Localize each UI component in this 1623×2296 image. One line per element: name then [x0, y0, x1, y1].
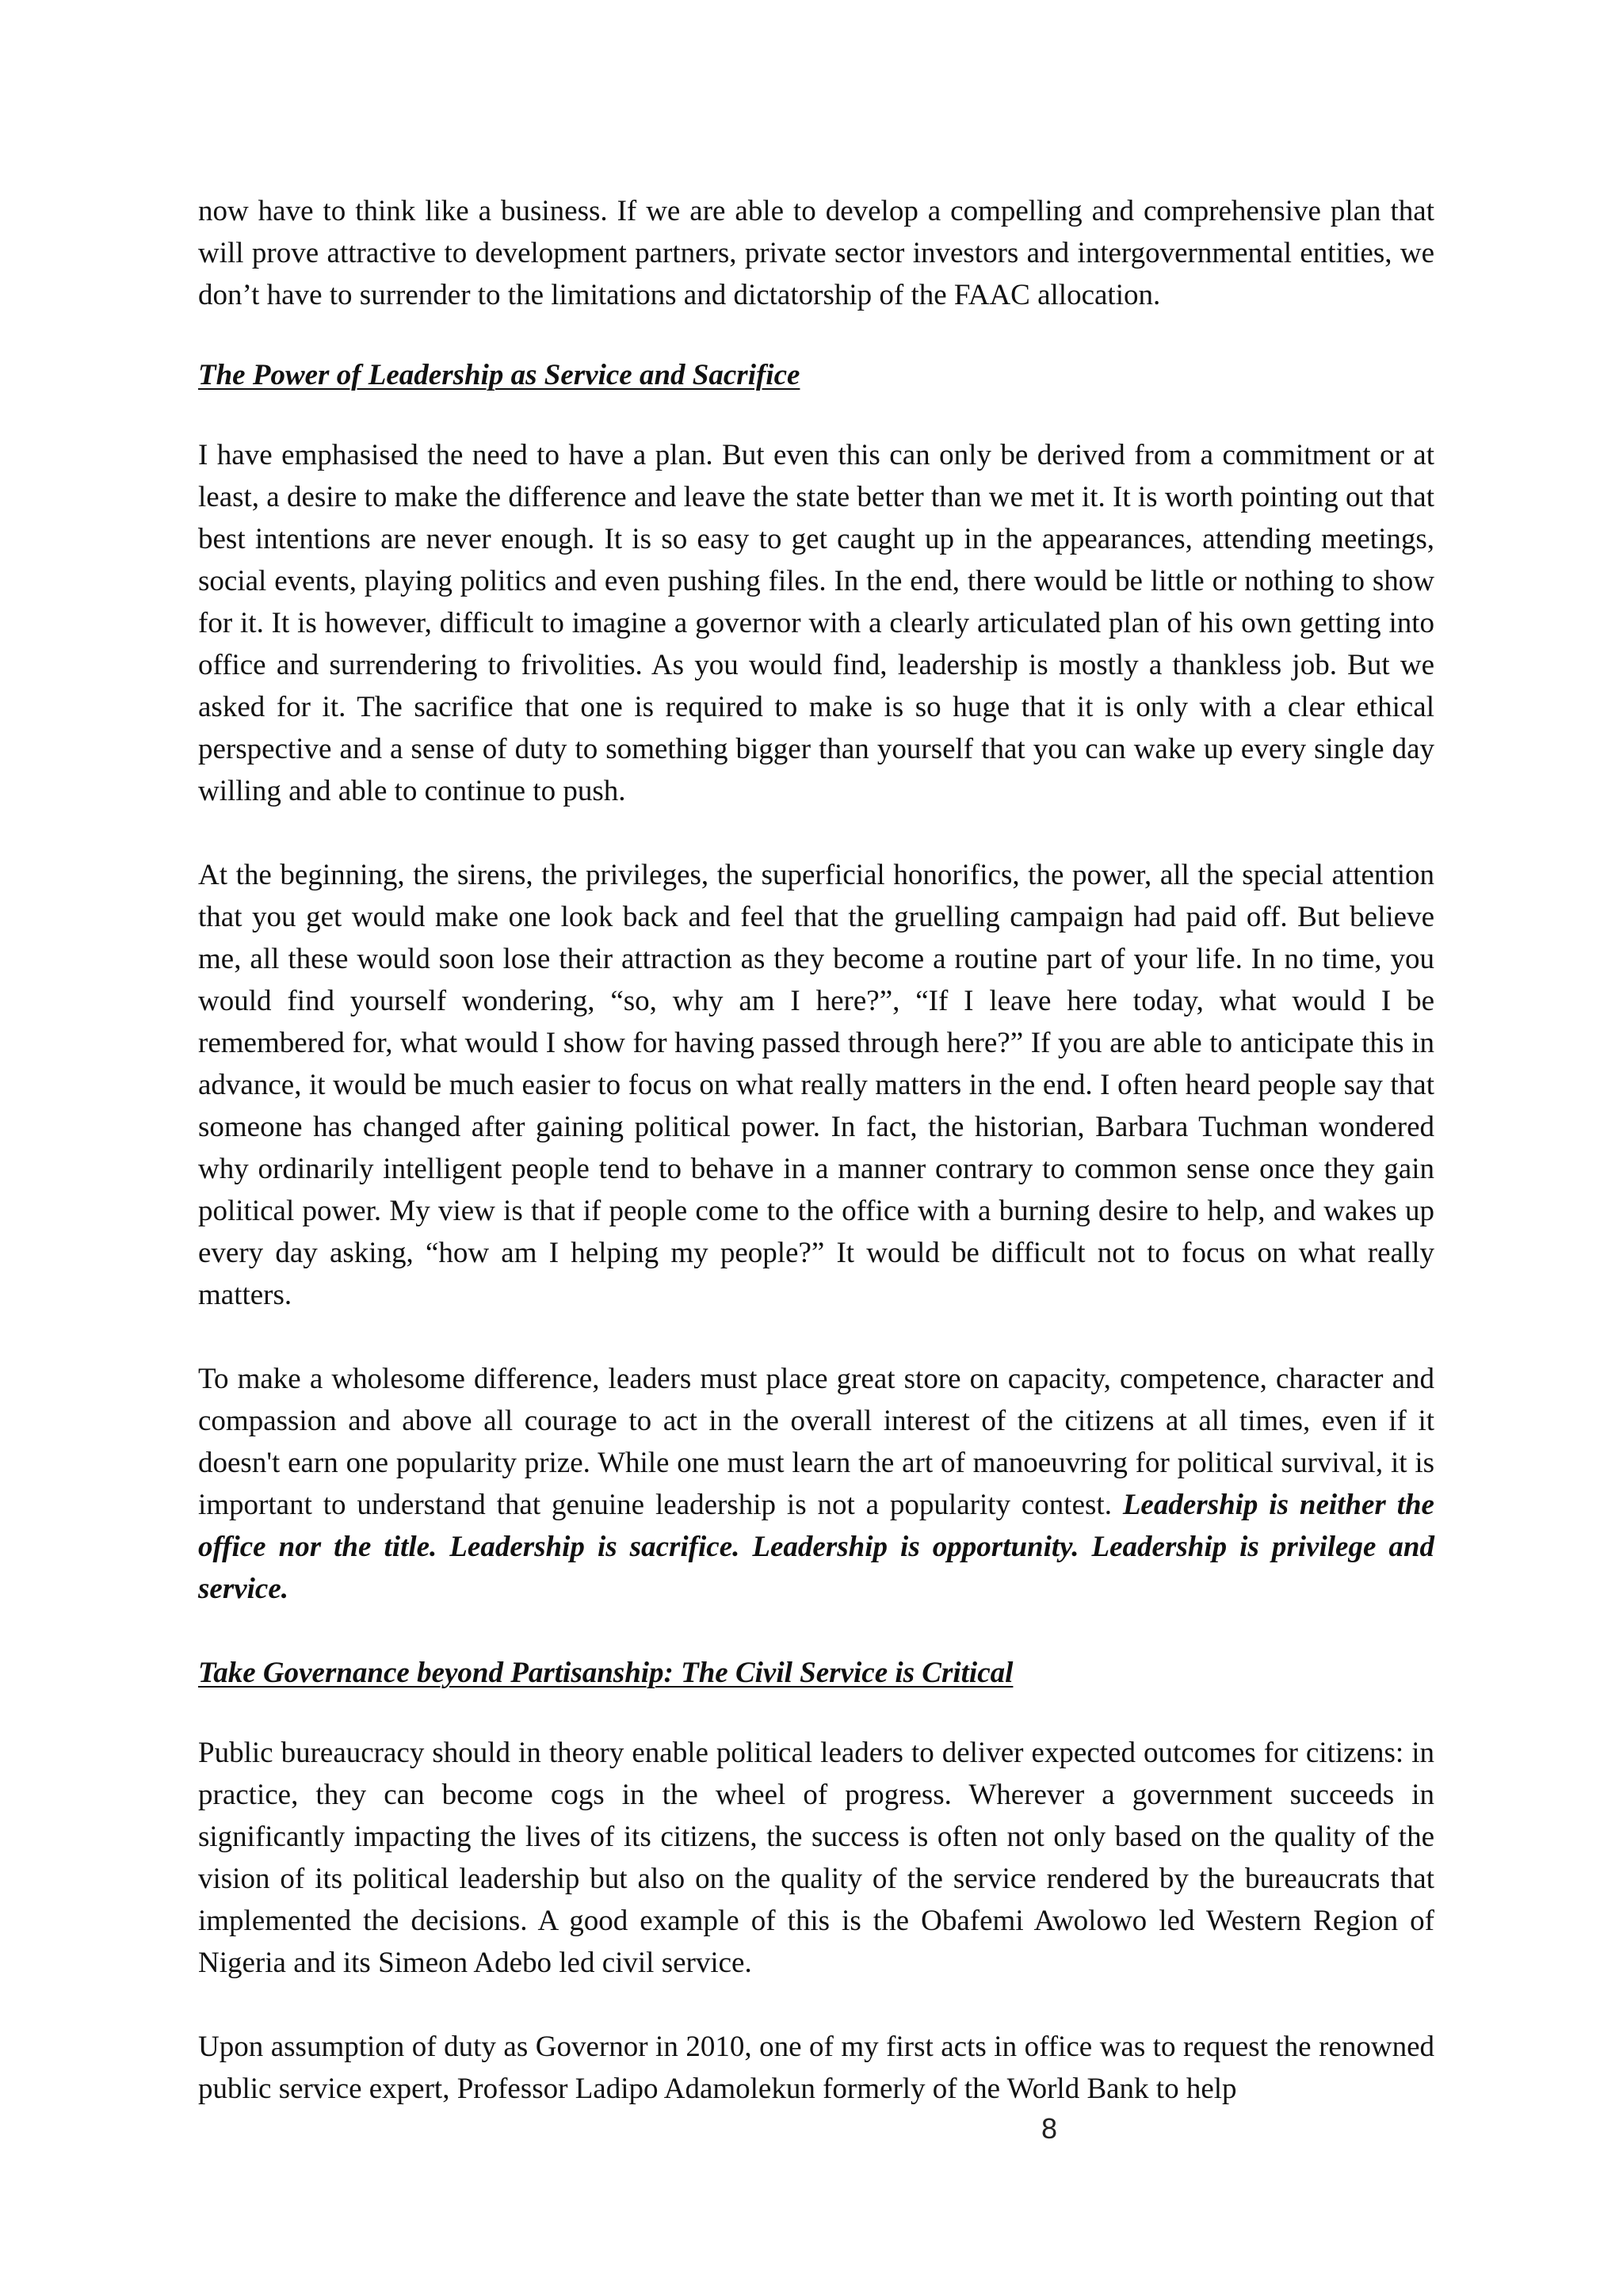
section-heading-civil-service: Take Governance beyond Partisanship: The Civil Service is Critical — [198, 1657, 1014, 1689]
page-number: 8 — [1041, 2112, 1058, 2145]
paragraph-public-bureaucracy: Public bureaucracy should in theory enable political leaders to deliver expected outcomes for citizens: in practice, they can become cogs in the wheel of progress. Wherever a government succeeds in significantly impacting the lives of its citizens, the success is often not only based on the quality of the vision of its political leadership but also on the quality of the service rendered by the bureaucrats that implemented the decisions. A good example of this is the Obafemi Awolowo led Western Region of Nigeria and its Simeon Adebo led civil service. — [198, 1737, 1434, 1979]
paragraph-commitment: I have emphasised the need to have a plan. But even this can only be derived from a commitment or at least, a desire to make the difference and leave the state better than we met it. It is worth pointing out that best intentions are never enough. It is so easy to get caught up in the appearances, attending meetings, social events, playing politics and even pushing files. In the end, there would be little or nothing to show for it. It is however, difficult to imagine a governor with a clearly articulated plan of his own getting into office and surrendering to frivolities. As you would find, leadership is mostly a thankless job. But we asked for it. The sacrifice that one is required to make is so huge that it is only with a clear ethical perspective and a sense of duty to something bigger than yourself that you can wake up every single day willing and able to continue to push. — [198, 439, 1434, 807]
paragraph-sirens-privileges: At the beginning, the sirens, the privileges, the superficial honorifics, the power, all the special attention that you get would make one look back and feel that the gruelling campaign had paid off. But believe me, all these would soon lose their attraction as they become a routine part of your life. In no time, you would find yourself wondering, “so, why am I here?”, “If I leave here today, what would I be remembered for, what would I show for having passed through here?” If you are able to anticipate this in advance, it would be much easier to focus on what really matters in the end. I often heard people say that someone has changed after gaining political power. In fact, the historian, Barbara Tuchman wondered why ordinarily intelligent people tend to behave in a manner contrary to common sense once they gain political power. My view is that if people come to the office with a burning desire to help, and wakes up every day asking, “how am I helping my people?” It would be difficult not to focus on what really matters. — [198, 859, 1434, 1311]
document-page — [198, 190, 1434, 2152]
paragraph-assumption-of-duty: Upon assumption of duty as Governor in 2010, one of my first acts in office was to request the renowned public service expert, Professor Ladipo Adamolekun formerly of the World Bank to help — [198, 2031, 1434, 2105]
paragraph-wholesome-difference — [198, 1358, 1434, 1610]
emphasis-leadership-statement: Leadership is neither the office nor the title. Leadership is sacrifice. Leadership is opportunity. Leadership is privilege and service. — [198, 1489, 1434, 1605]
paragraph-text: To make a wholesome difference, leaders must place great store on capacity, competence, character and compassion and above all courage to act in the overall interest of the citizens at all times, even if it doesn't earn one popularity prize. While one must learn the art of manoeuvring for political survival, it is important to understand that genuine leadership is not a popularity contest. — [198, 1363, 1434, 1521]
section-heading-leadership: The Power of Leadership as Service and Sacrifice — [198, 359, 800, 391]
paragraph-business-plan: now have to think like a business. If we are able to develop a compelling and comprehensive plan that will prove attractive to development partners, private sector investors and intergovernmental entities, we don’t have to surrender to the limitations and dictatorship of the FAAC allocation. — [198, 195, 1434, 311]
